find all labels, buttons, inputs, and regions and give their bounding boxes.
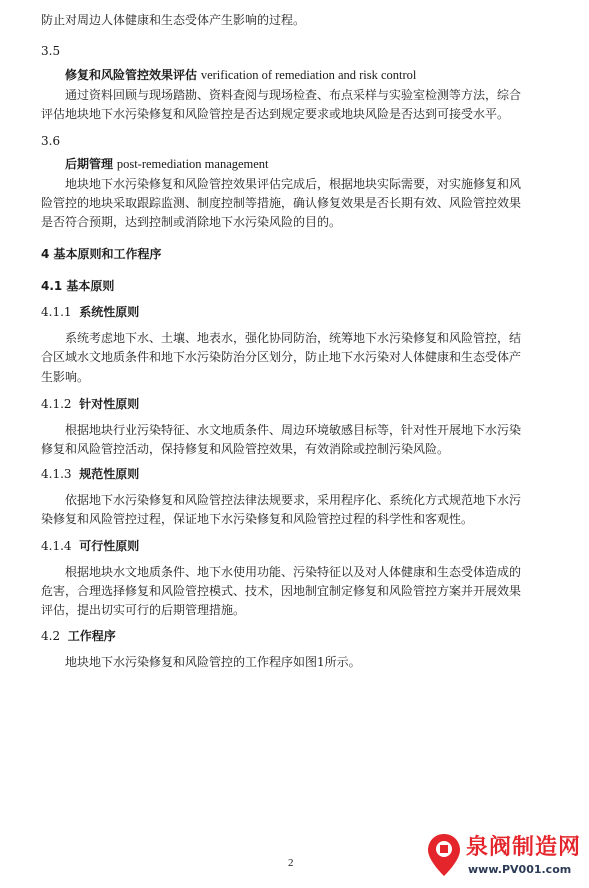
- term-title-en: verification of remediation and risk control: [200, 68, 417, 82]
- clause-number: 4.1.1: [41, 305, 72, 319]
- watermark-name: 泉阀制造网: [466, 835, 582, 860]
- clause-heading: [41, 396, 139, 412]
- text-line: 防止对周边人体健康和生态受体产生影响的过程。: [41, 13, 306, 27]
- text-line: 评估，提出切实可行的后期管理措施。: [41, 603, 246, 617]
- clause-number: 4.1.2: [41, 397, 72, 411]
- text-line: 通过资料回顾与现场踏勘、资料查阅与现场检查、布点采样与实验室检测等方法，综合: [65, 88, 522, 102]
- watermark-url: www.PV001.com: [468, 863, 572, 876]
- page-number: 2: [288, 857, 294, 869]
- subsection-title: 工作程序: [67, 629, 116, 643]
- term-heading: [65, 156, 269, 172]
- term-heading: [65, 67, 416, 83]
- text-line: 评估地块地下水污染修复和风险管控是否达到规定要求或地块风险是否达到可接受水平。: [41, 107, 510, 121]
- term-number: 3.6: [41, 134, 61, 148]
- clause-heading: [41, 466, 139, 482]
- subsection-number: 4.2: [41, 629, 61, 643]
- text-line: 生影响。: [41, 370, 90, 384]
- clause-title: 可行性原则: [79, 539, 140, 553]
- text-line: 危害，合理选择修复和风险管控模式、技术，因地制宜制定修复和风险管控方案并开展效果: [41, 584, 522, 598]
- clause-heading: [41, 538, 139, 554]
- text-line: 险管控的地块采取跟踪监测、制度控制等措施，确认修复效果是否长期有效、风险管控效果: [41, 196, 522, 210]
- clause-number: 4.1.4: [41, 539, 72, 553]
- text-line: 根据地块水文地质条件、地下水使用功能、污染特征以及对人体健康和生态受体造成的: [65, 565, 522, 579]
- clause-title: 针对性原则: [79, 397, 140, 411]
- term-title-en: post-remediation management: [116, 157, 269, 171]
- text-line: 地块地下水污染修复和风险管控效果评估完成后，根据地块实际需要，对实施修复和风: [65, 177, 522, 191]
- clause-title: 规范性原则: [79, 467, 140, 481]
- pv-logo-icon: [426, 832, 462, 878]
- term-number: 3.5: [41, 44, 61, 58]
- clause-title: 系统性原则: [79, 305, 140, 319]
- text-line: 染修复和风险管控过程，保证地下水污染修复和风险管控过程的科学性和客观性。: [41, 512, 474, 526]
- text-line: 合区域水文地质条件和地下水污染防治分区划分，防止地下水污染对人体健康和生态受体产: [41, 350, 522, 364]
- clause-number: 4.1.3: [41, 467, 72, 481]
- subsection-heading: 4.1 基本原则: [41, 279, 115, 293]
- text-line: 地块地下水污染修复和风险管控的工作程序如图1所示。: [65, 655, 361, 669]
- subsection-heading: [41, 628, 116, 644]
- term-title-cn: 后期管理: [65, 157, 114, 171]
- text-line: 修复和风险管控活动，保持修复和风险管控效果，有效消除或控制污染风险。: [41, 442, 450, 456]
- clause-heading: [41, 304, 139, 320]
- text-line: 根据地块行业污染特征、水文地质条件、周边环境敏感目标等，针对性开展地下水污染: [65, 423, 522, 437]
- text-line: 依据地下水污染修复和风险管控法律法规要求，采用程序化、系统化方式规范地下水污: [65, 493, 522, 507]
- text-line: 是否符合预期，达到控制或消除地下水污染风险的目的。: [41, 215, 342, 229]
- section-heading: 4 基本原则和工作程序: [41, 247, 162, 261]
- watermark: [420, 830, 589, 888]
- text-line: 系统考虑地下水、土壤、地表水，强化协同防治，统筹地下水污染修复和风险管控，结: [65, 331, 522, 345]
- term-title-cn: 修复和风险管控效果评估: [65, 68, 198, 82]
